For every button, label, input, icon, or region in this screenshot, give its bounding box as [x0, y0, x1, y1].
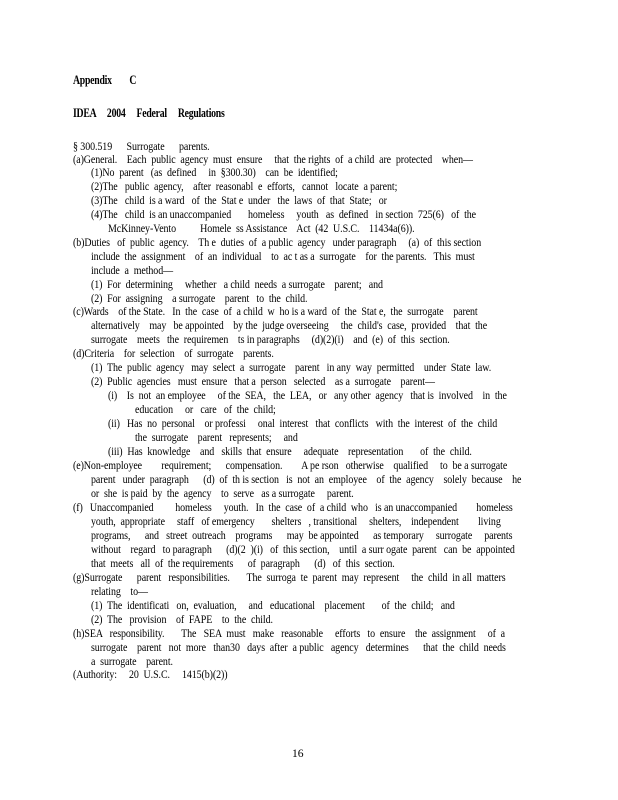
para-f-unaccompanied: (f) Unaccompanied homeless youth. In the case of a child who is an unaccompanied homeless [73, 501, 513, 514]
list-item: (2) For assigning a surrogate parent to the child. [91, 292, 308, 305]
authority-citation: (Authority: 20 U.S.C. 1415(b)(2)) [73, 668, 228, 681]
para-h-sea: (h)SEA responsibility. The SEA must make reasonable efforts to ensure the assignment of a [73, 627, 506, 640]
para-d-criteria: (d)Criteria for selection of surrogate parents. [73, 347, 274, 360]
para-continuation: that meets all of the requirements of paragraph (d) of this section. [91, 557, 395, 570]
sub-list-item: (ii) Has no personal or professi onal interest that conflicts with the interest of the child [108, 417, 498, 430]
sub-list-item: (iii) Has knowledge and skills that ensure adequate representation of the child. [108, 445, 472, 458]
para-continuation: alternatively may be appointed by the judge overseeing the child's case, provided that the [91, 319, 488, 332]
para-continuation: relating to— [91, 585, 148, 598]
para-continuation: without regard to paragraph (d)(2 )(i) of this section, until a surr ogate parent can be appointed [91, 543, 515, 556]
list-item: (2) The provision of FAPE to the child. [91, 613, 273, 626]
list-item: (2)The public agency, after reasonabl e efforts, cannot locate a parent; [91, 180, 398, 193]
regulation-title: § 300.519 Surrogate parents. [73, 140, 210, 153]
para-continuation: include a method— [91, 264, 173, 277]
list-item: (4)The child is an unaccompanied homeless youth as defined in section 725(6) of the [91, 208, 476, 221]
para-continuation: youth, appropriate staff of emergency shelters , transitional shelters, independent living [91, 515, 501, 528]
para-c-wards: (c)Wards of the State. In the case of a child w ho is a ward of the Stat e, the surrogate parent [73, 305, 478, 318]
section-heading: IDEA 2004 Federal Regulations [73, 106, 225, 120]
para-continuation: surrogate parent not more than30 days after a public agency determines that the child needs [91, 641, 506, 654]
list-item: (1) The public agency may select a surrogate parent in any way permitted under State law. [91, 361, 492, 374]
sub-list-item: (i) Is not an employee of the SEA, the LEA, or any other agency that is involved in the [108, 389, 507, 402]
sub-list-continuation: the surrogate parent represents; and [135, 431, 298, 444]
list-item: (2) Public agencies must ensure that a person selected as a surrogate parent— [91, 375, 435, 388]
page-number: 16 [292, 747, 304, 760]
para-continuation: or she is paid by the agency to serve as a surrogate parent. [91, 487, 354, 500]
para-a-general: (a)General. Each public agency must ensure that the rights of a child are protected when— [73, 153, 473, 166]
para-b-duties: (b)Duties of public agency. Th e duties of a public agency under paragraph (a) of this section [73, 236, 482, 249]
list-item: (1)No parent (as defined in §300.30) can be identified; [91, 166, 338, 179]
sub-list-continuation: education or care of the child; [135, 403, 276, 416]
para-continuation: programs, and street outreach programs may be appointed as temporary surrogate parents [91, 529, 513, 542]
para-continuation: parent under paragraph (d) of th is section is not an employee of the agency solely because he [91, 473, 522, 486]
para-e-non-employee: (e)Non-employee requirement; compensation. A pe rson otherwise qualified to be a surrogate [73, 459, 508, 472]
list-item: (1) For determining whether a child needs a surrogate parent; and [91, 278, 383, 291]
list-item: (3)The child is a ward of the Stat e under the laws of that State; or [91, 194, 387, 207]
para-continuation: a surrogate parent. [91, 655, 173, 668]
list-item-continuation: McKinney-Vento Homele ss Assistance Act (42 U.S.C. 11434a(6)). [108, 222, 415, 235]
para-continuation: surrogate meets the requiremen ts in paragraphs (d)(2)(i) and (e) of this section. [91, 333, 450, 346]
list-item: (1) The identificati on, evaluation, and educational placement of the child; and [91, 599, 455, 612]
appendix-heading: Appendix C [73, 73, 137, 87]
para-continuation: include the assignment of an individual to ac t as a surrogate for the parents. This must [91, 250, 475, 263]
para-g-responsibilities: (g)Surrogate parent responsibilities. The surroga te parent may represent the child in all matters [73, 571, 506, 584]
